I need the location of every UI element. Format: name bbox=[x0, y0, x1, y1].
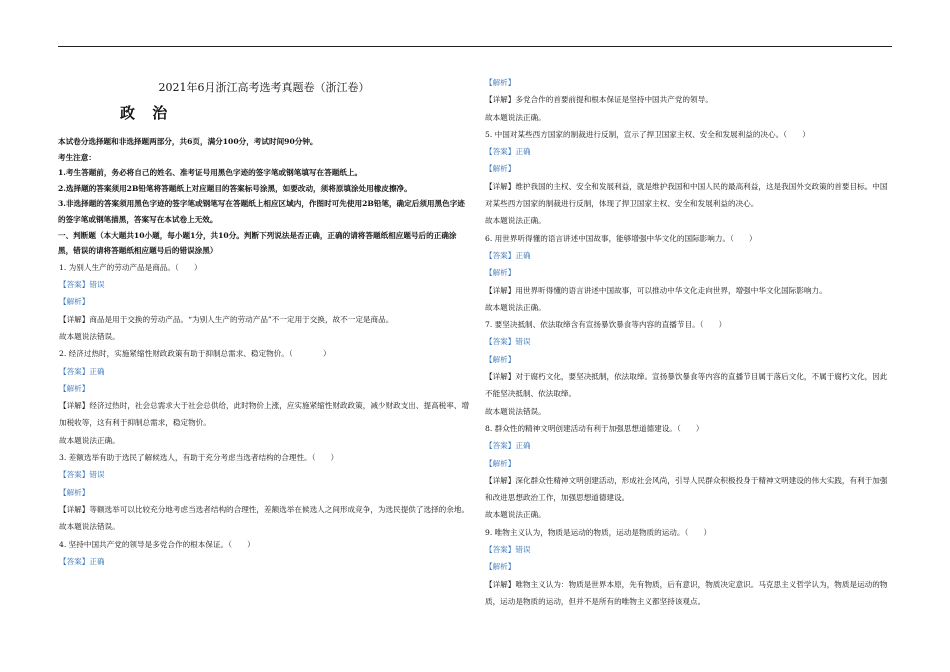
question-text: 8. 群众性的精神文明创建活动有利于加强思想道德建设。（ ） bbox=[485, 423, 704, 433]
question-text: 9. 唯物主义认为，物质是运动的物质，运动是物质的运动。（ ） bbox=[485, 527, 712, 537]
right-question-list bbox=[484, 74, 894, 610]
answer-tag: 【答案】错误 bbox=[59, 470, 105, 480]
answer-tag: 【解析】 bbox=[59, 297, 90, 307]
answer-tag: 【答案】错误 bbox=[485, 337, 531, 347]
answer-tag: 【解析】 bbox=[485, 562, 516, 572]
instruction-line: 1.考生答题前，务必将自己的姓名、准考证号用黑色字迹的签字笔或钢笔填写在答题纸上。 bbox=[58, 168, 363, 178]
answer-tag: 【答案】正确 bbox=[485, 147, 531, 157]
answer-tag: 【答案】正确 bbox=[485, 250, 531, 260]
explanation-text: 【详解】深化群众性精神文明创建活动，形成社会风尚，引导人民群众积极投身于精神文明建设的伟大实践，有利于加强和改进思想政治工作，加强思想道德建设。 bbox=[485, 475, 888, 503]
exam-instructions bbox=[58, 134, 470, 259]
left-column bbox=[58, 76, 470, 570]
question-text: 3. 差额选举有助于选民了解候选人，有助于充分考虑当选者结构的合理性。（ ） bbox=[59, 453, 339, 463]
answer-tag: 【答案】正确 bbox=[485, 441, 531, 451]
explanation-text: 【详解】等额选举可以比较充分地考虑当选者结构的合理性，差额选举在候选人之间形成竞争，为选民提供了选择的余地。 bbox=[59, 504, 470, 514]
conclusion-text: 故本题说法正确。 bbox=[485, 302, 546, 312]
answer-tag: 【答案】错误 bbox=[485, 545, 531, 555]
instruction-line: 考生注意： bbox=[58, 152, 96, 162]
conclusion-text: 故本题说法正确。 bbox=[485, 216, 546, 226]
instruction-line: 3.非选择题的答案须用黑色字迹的签字笔或钢笔写在答题纸上相应区域内，作图时可先使用2B铅笔，确定后须用黑色字迹的签字笔或钢笔描黑，答案写在本试卷上无效。 bbox=[58, 199, 465, 224]
question-text: 1. 为别人生产的劳动产品是商品。（ ） bbox=[59, 262, 202, 272]
question-text: 4. 坚持中国共产党的领导是多党合作的根本保证。（ ） bbox=[59, 539, 255, 549]
conclusion-text: 故本题说法正确。 bbox=[485, 510, 546, 520]
answer-tag: 【答案】正确 bbox=[59, 366, 105, 376]
answer-tag: 【答案】错误 bbox=[59, 280, 105, 290]
section-heading: 一、判断题（本大题共10小题，每小题1分，共10分。判断下列说法是否正确，正确的请将答题纸相应题号后的正确涂黑，错误的请将答题纸相应题号后的错误涂黑） bbox=[58, 230, 457, 256]
instruction-line: 2.选择题的答案须用2B铅笔将答题纸上对应题目的答案标号涂黑，如要改动，须将原填涂处用橡皮擦净。 bbox=[58, 183, 412, 193]
subject-title: 政 治 bbox=[120, 104, 174, 122]
conclusion-text: 故本题说法正确。 bbox=[485, 112, 546, 122]
answer-tag: 【解析】 bbox=[485, 78, 516, 87]
page-title: 2021年6月浙江高考选考真题卷（浙江卷） bbox=[158, 81, 370, 94]
question-text: 7. 要坚决抵制、依法取缔含有宣扬暴饮暴食等内容的直播节目。（ ） bbox=[485, 320, 727, 330]
explanation-text: 【详解】经济过热时，社会总需求大于社会总供给，此时物价上涨，应实施紧缩性财政政策，减少财政支出、提高税率、增加税收等，这有利于抑制总需求，稳定物价。 bbox=[59, 401, 470, 428]
right-column bbox=[484, 74, 894, 610]
answer-tag: 【解析】 bbox=[485, 354, 516, 364]
explanation-text: 【详解】多党合作的首要前提和根本保证是坚持中国共产党的领导。 bbox=[485, 95, 713, 105]
header-rule bbox=[58, 46, 892, 47]
explanation-text: 【详解】商品是用于交换的劳动产品。“为别人生产的劳动产品”不一定用于交换，故不一定是商品。 bbox=[59, 314, 394, 324]
answer-tag: 【解析】 bbox=[485, 164, 516, 174]
left-question-list bbox=[58, 259, 470, 570]
answer-tag: 【解析】 bbox=[485, 458, 516, 468]
explanation-text: 【详解】唯物主义认为：物质是世界本原，先有物质，后有意识，物质决定意识。马克思主义哲学认为，物质是运动的物质，运动是物质的运动，但并不是所有的唯物主义都坚持该观点。 bbox=[485, 579, 888, 606]
conclusion-text: 故本题说法错误。 bbox=[485, 406, 546, 416]
explanation-text: 【详解】维护我国的主权、安全和发展利益，就是维护我国和中国人民的最高利益，这是我国外交政策的首要目标。中国对某些西方国家的制裁进行反制，体现了捍卫国家主权、安全和发展利益的决心。 bbox=[485, 181, 888, 209]
question-text: 2. 经济过热时，实施紧缩性财政政策有助于抑制总需求、稳定物价。（ ） bbox=[59, 349, 331, 359]
conclusion-text: 故本题说法错误。 bbox=[59, 331, 120, 341]
answer-tag: 【解析】 bbox=[485, 268, 516, 278]
question-text: 5. 中国对某些西方国家的制裁进行反制，宣示了捍卫国家主权、安全和发展利益的决心。（ ） bbox=[485, 129, 810, 139]
instruction-line: 本试卷分选择题和非选择题两部分，共6页，满分100分，考试时间90分钟。 bbox=[58, 137, 318, 146]
answer-tag: 【解析】 bbox=[59, 383, 90, 393]
conclusion-text: 故本题说法正确。 bbox=[59, 435, 120, 445]
question-text: 6. 用世界听得懂的语言讲述中国故事，能够增强中华文化的国际影响力。（ ） bbox=[485, 233, 757, 243]
explanation-text: 【详解】用世界听得懂的语言讲述中国故事，可以推动中华文化走向世界，增强中华文化国际影响力。 bbox=[485, 285, 827, 295]
answer-tag: 【答案】正确 bbox=[59, 556, 105, 566]
explanation-text: 【详解】对于腐朽文化，要坚决抵制，依法取缔。宣扬暴饮暴食等内容的直播节目属于落后文化，不属于腐朽文化，因此不能坚决抵制、依法取缔。 bbox=[485, 372, 888, 399]
conclusion-text: 故本题说法错误。 bbox=[59, 522, 120, 532]
answer-tag: 【解析】 bbox=[59, 487, 90, 497]
